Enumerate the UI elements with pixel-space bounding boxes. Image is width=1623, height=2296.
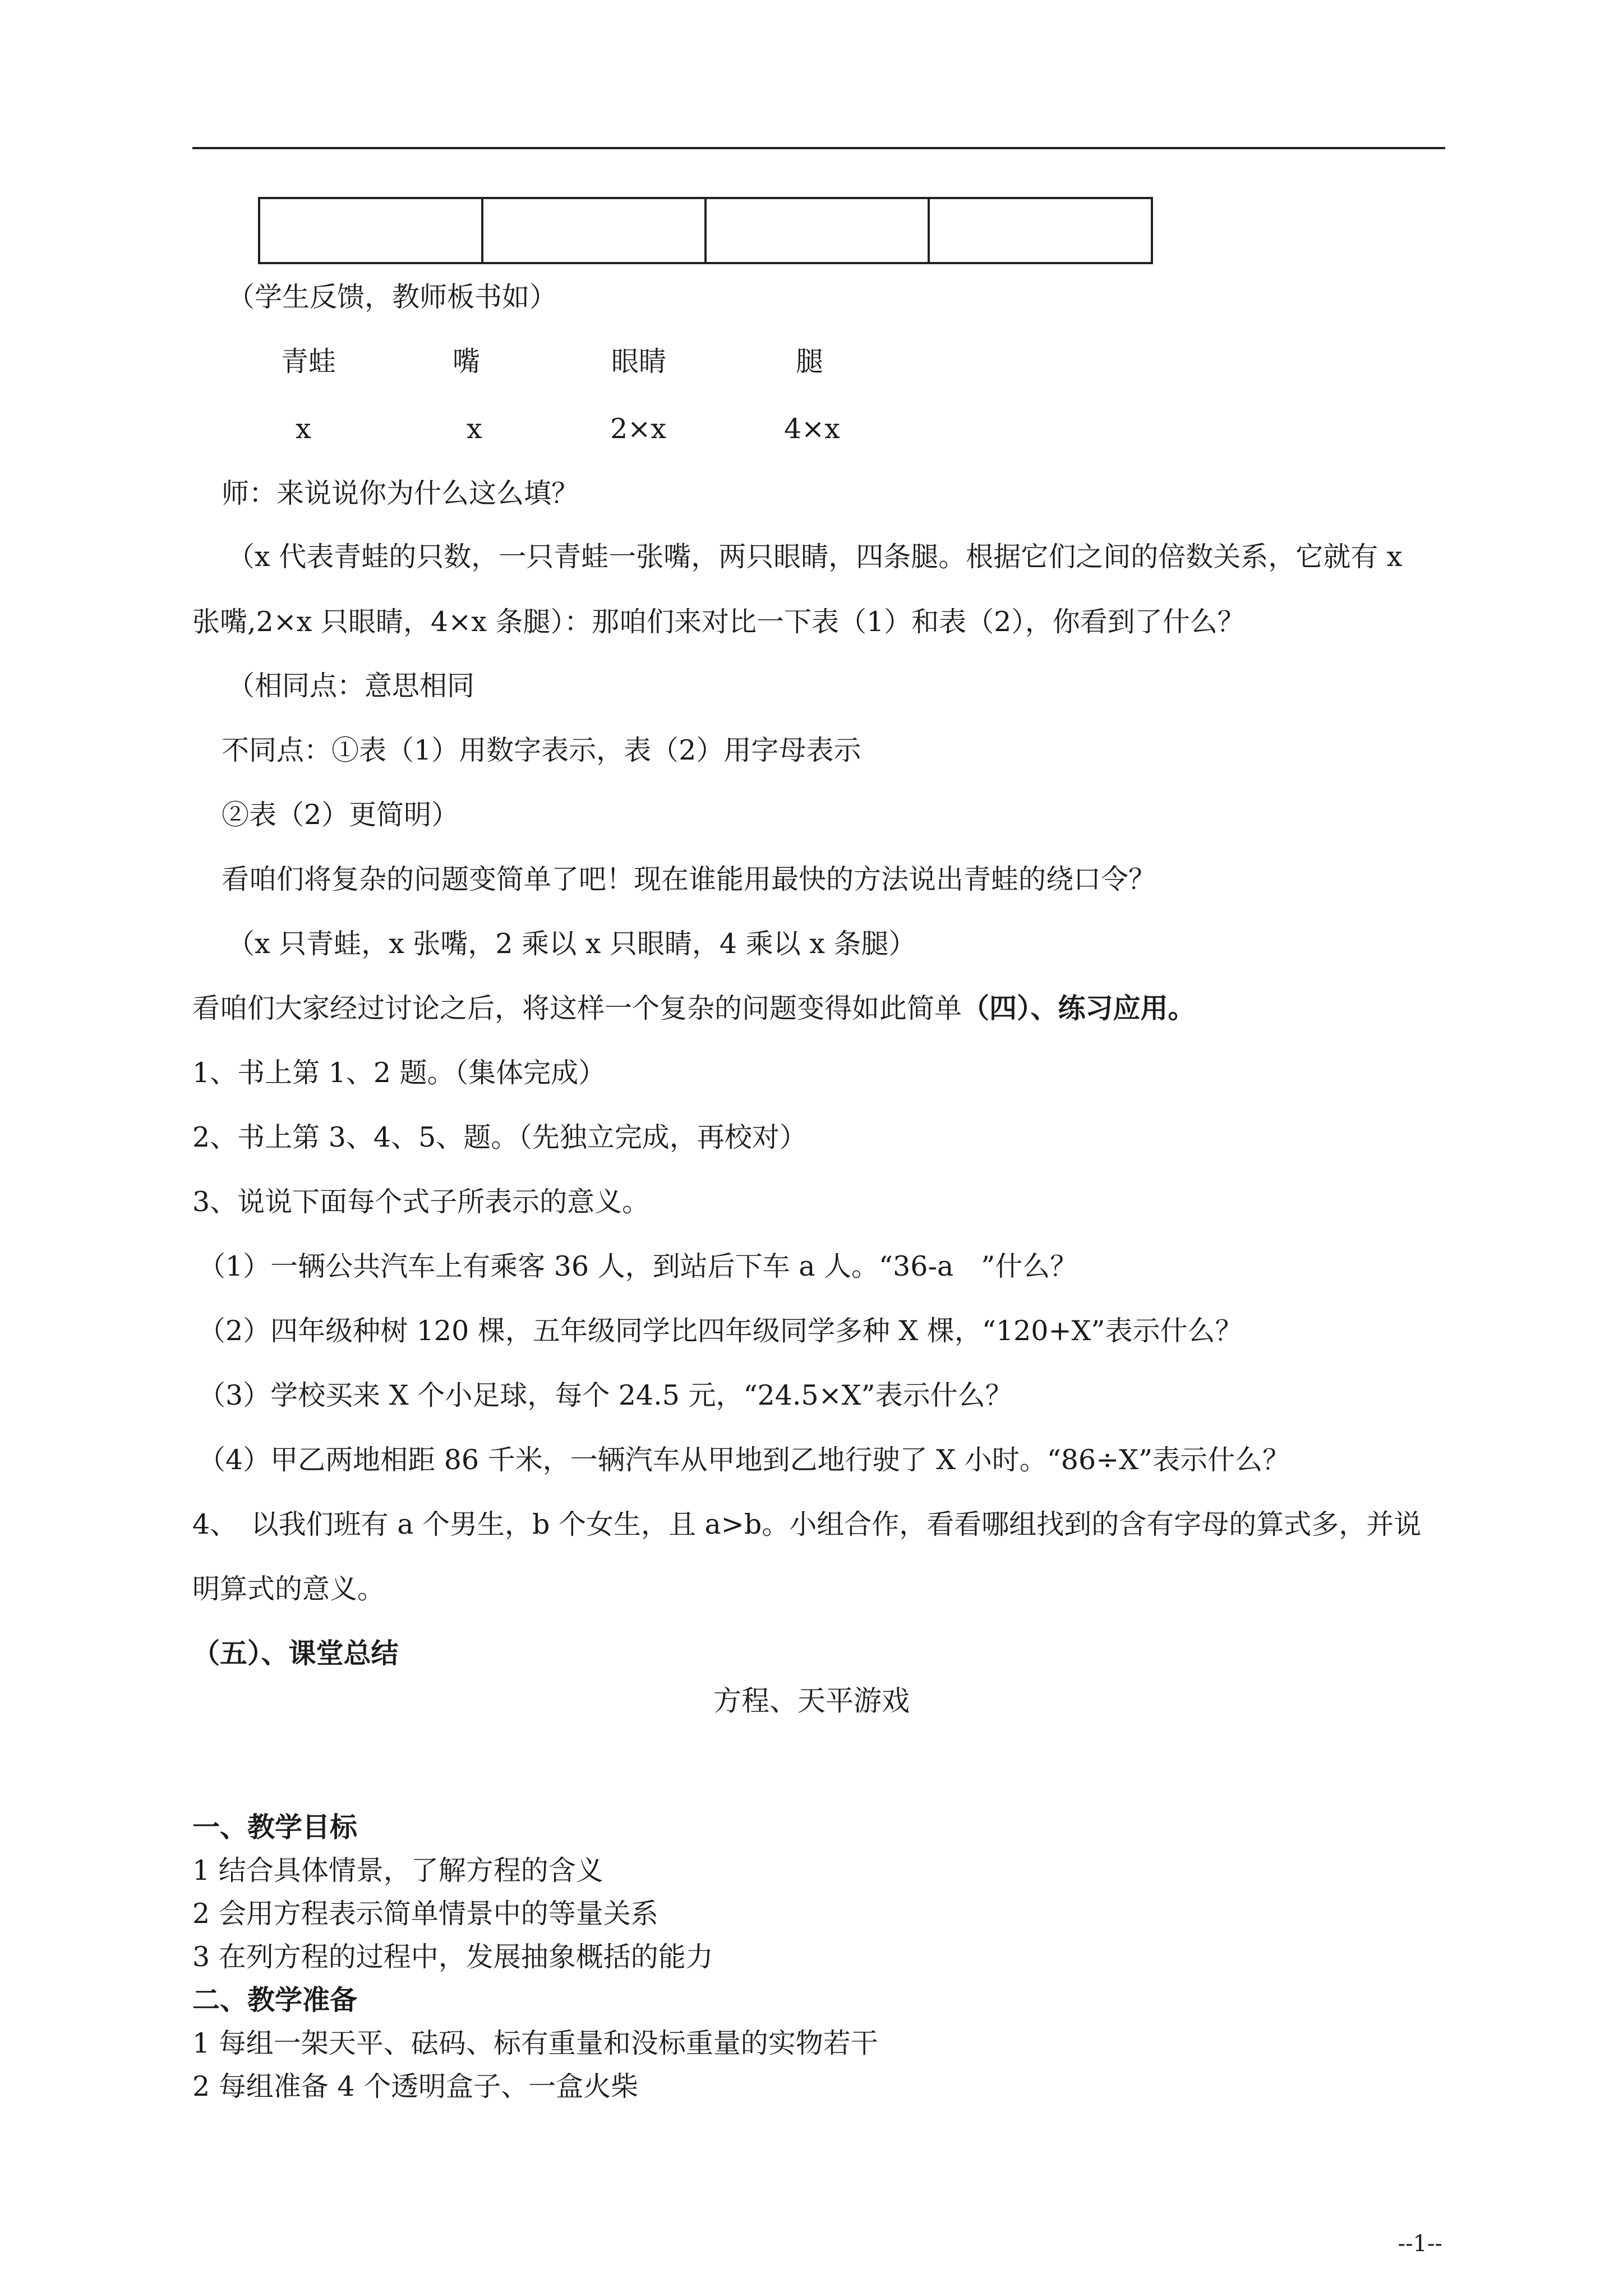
- exercise-1: 1、书上第 1、2 题。（集体完成）: [192, 1057, 606, 1089]
- prep-heading: 二、教学准备: [192, 1984, 358, 2016]
- goals-heading: 一、教学目标: [192, 1811, 358, 1843]
- exercise-2: 2、书上第 3、4、5、题。（先独立完成，再校对）: [192, 1121, 807, 1153]
- board-value-mouth: x: [467, 413, 482, 445]
- exercise-4-line-2: 明算式的意义。: [192, 1573, 385, 1605]
- prep-2: 2 每组准备 4 个透明盒子、一盒火柴: [192, 2070, 639, 2102]
- feedback-intro: （学生反馈，教师板书如）: [227, 281, 557, 313]
- after-discussion-line: [192, 992, 1196, 1024]
- exercise-3: 3、说说下面每个式子所表示的意义。: [192, 1186, 650, 1218]
- board-header-mouth: 嘴: [453, 346, 481, 378]
- section-4-heading: （四）、练习应用。: [962, 992, 1196, 1024]
- blank-table: [258, 197, 1153, 264]
- question-3: （3）学校买来 X 个小足球，每个 24.5 元，“24.5×X”表示什么？: [198, 1379, 1013, 1411]
- board-header-legs: 腿: [796, 346, 824, 378]
- board-header-eyes: 眼睛: [611, 346, 667, 378]
- explanation-line-2: 张嘴,2×x 只眼睛，4×x 条腿）：那咱们来对比一下表（1）和表（2），你看到了什么？: [192, 606, 1245, 638]
- goal-2: 2 会用方程表示简单情景中的等量关系: [192, 1898, 658, 1930]
- board-value-frog: x: [296, 413, 311, 445]
- question-1: （1）一辆公共汽车上有乘客 36 人，到站后下车 a 人。“36-a ”什么？: [198, 1250, 1078, 1282]
- page-number: --1--: [1398, 2231, 1442, 2257]
- table-cell: [482, 198, 706, 263]
- question-2: （2）四年级种树 120 棵，五年级同学比四年级同学多种 X 棵，“120+X”表示什么？: [198, 1315, 1243, 1347]
- header-rule: [192, 147, 1445, 149]
- lesson-title: 方程、天平游戏: [713, 1685, 910, 1717]
- diff-point-2: ②表（2）更简明）: [222, 799, 459, 831]
- board-value-eyes: 2×x: [610, 413, 666, 445]
- table-cell: [706, 198, 929, 263]
- same-point: （相同点：意思相同: [227, 670, 475, 702]
- explanation-line-1: （x 代表青蛙的只数，一只青蛙一张嘴，两只眼睛，四条腿。根据它们之间的倍数关系，它就有 x: [227, 541, 1403, 573]
- table-cell: [929, 198, 1152, 263]
- simplify-line: 看咱们将复杂的问题变简单了吧！现在谁能用最快的方法说出青蛙的绕口令？: [222, 863, 1156, 895]
- rhyme-line: （x 只青蛙，x 张嘴，2 乘以 x 只眼睛，4 乘以 x 条腿）: [227, 928, 916, 960]
- goal-1: 1 结合具体情景，了解方程的含义: [192, 1855, 603, 1887]
- exercise-4-line-1: 4、 以我们班有 a 个男生，b 个女生，且 a>b。小组合作，看看哪组找到的含有字母的算式多，并说: [192, 1508, 1422, 1540]
- section-5-heading: （五）、课堂总结: [192, 1637, 399, 1669]
- question-4: （4）甲乙两地相距 86 千米，一辆汽车从甲地到乙地行驶了 X 小时。“86÷X”表示什么？: [198, 1444, 1290, 1476]
- after-discussion-text: 看咱们大家经过讨论之后，将这样一个复杂的问题变得如此简单: [192, 992, 962, 1024]
- goal-3: 3 在列方程的过程中，发展抽象概括的能力: [192, 1941, 713, 1973]
- diff-point-1: 不同点：①表（1）用数字表示，表（2）用字母表示: [222, 734, 861, 766]
- teacher-question: 师：来说说你为什么这么填？: [222, 477, 579, 509]
- board-value-legs: 4×x: [784, 413, 840, 445]
- prep-1: 1 每组一架天平、砝码、标有重量和没标重量的实物若干: [192, 2027, 878, 2059]
- table-cell: [259, 198, 482, 263]
- board-header-frog: 青蛙: [281, 346, 336, 378]
